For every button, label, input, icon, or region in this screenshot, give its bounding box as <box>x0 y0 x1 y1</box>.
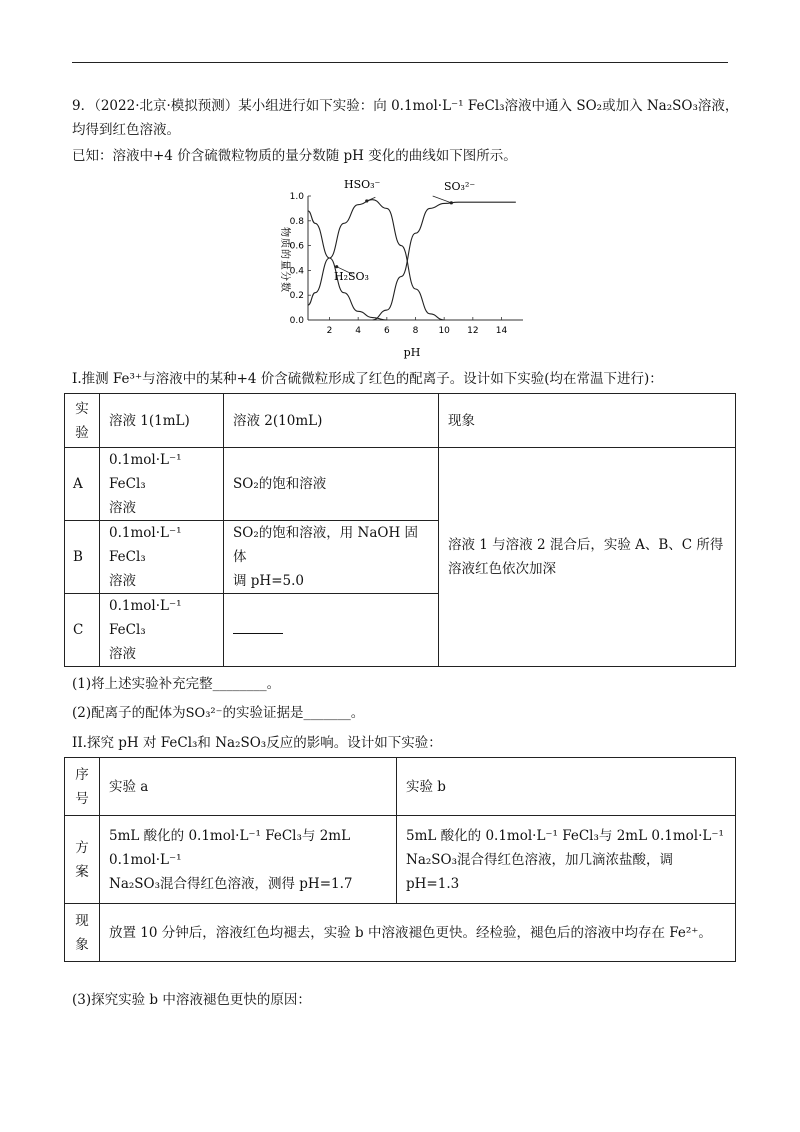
table-row <box>65 816 736 904</box>
cell-h2: 溶液 2(10mL) <box>224 394 439 448</box>
cell-solution1: 0.1mol·L⁻¹ FeCl₃ <box>109 525 182 565</box>
plan-b-line1: 5mL 酸化的 0.1mol·L⁻¹ FeCl₃与 2mL 0.1mol·L⁻¹ <box>406 827 724 844</box>
label-pointer <box>433 196 452 203</box>
cell-h3: 现象 <box>439 394 736 448</box>
experiment-table-2 <box>64 757 736 962</box>
question-line-2: 均得到红色溶液。 <box>72 122 180 138</box>
row-id: A <box>65 448 100 521</box>
question-2-pre: (2)配离子的配体为 <box>72 705 186 721</box>
row-id: B <box>65 521 100 594</box>
y-tick-label: 0.8 <box>289 216 304 227</box>
table2-header <box>65 758 736 816</box>
cell-solution1: 0.1mol·L⁻¹ FeCl₃ <box>109 598 182 638</box>
label-h2so3: H₂SO₃ <box>334 270 369 283</box>
cell-h0b: 号 <box>75 790 89 807</box>
question-1: (1)将上述实验补充完整________。 <box>72 676 281 692</box>
x-tick-label: 8 <box>412 326 419 336</box>
x-axis-label: pH <box>403 346 421 359</box>
cell-r1a: 方 <box>75 839 89 856</box>
y-tick-label: 0.0 <box>289 316 304 326</box>
speciation-chart <box>268 170 538 360</box>
label-hso3: HSO₃⁻ <box>344 178 381 191</box>
cell-solution1b: 溶液 <box>109 500 136 516</box>
pointer-head <box>450 201 453 204</box>
experiment-table-1 <box>64 393 736 667</box>
label-so3: SO₃²⁻ <box>444 180 476 193</box>
cell-blank <box>224 594 439 667</box>
cell-h1: 溶液 1(1mL) <box>100 394 224 448</box>
cell-solution1: 0.1mol·L⁻¹ FeCl₃ <box>109 452 182 492</box>
x-tick-label: 2 <box>326 326 333 336</box>
top-rule <box>72 62 728 63</box>
cell-solution2b: 调 pH=5.0 <box>233 573 304 589</box>
phenomenon: 放置 10 分钟后，溶液红色均褪去，实验 b 中溶液褪色更快。经检验，褪色后的溶液中均存在 Fe²⁺。 <box>100 904 736 962</box>
y-tick-label: 0.4 <box>289 266 304 277</box>
cell-solution2: SO₂的饱和溶液 <box>224 448 439 521</box>
row-id: C <box>65 594 100 667</box>
cell-h2: 实验 b <box>397 758 736 816</box>
phenomenon-line-1: 溶液 1 与溶液 2 混合后，实验 A、B、C 所得 <box>448 537 724 553</box>
question-2-post: 的实验证据是_______。 <box>222 705 365 721</box>
cell-solution1b: 溶液 <box>109 646 136 662</box>
cell-solution1b: 溶液 <box>109 573 136 589</box>
cell-r2b: 象 <box>75 936 89 953</box>
answer-blank <box>233 632 283 634</box>
cell-h0b: 验 <box>75 424 89 441</box>
cell-h1: 实验 a <box>100 758 397 816</box>
x-tick-label: 12 <box>467 326 479 336</box>
plan-a-line1: 5mL 酸化的 0.1mol·L⁻¹ FeCl₃与 2mL 0.1mol·L⁻¹ <box>109 827 351 868</box>
chart-curves <box>308 196 516 320</box>
y-axis-label: 物质的量分数 <box>279 227 290 293</box>
cell-solution2: SO₂的饱和溶液，用 NaOH 固体 <box>233 525 419 565</box>
y-tick-label: 0.6 <box>289 241 304 252</box>
cell-h0a: 实 <box>75 400 89 417</box>
x-tick-label: 10 <box>438 326 450 336</box>
question-3: (3)探究实验 b 中溶液褪色更快的原因： <box>72 992 311 1008</box>
table1-header <box>65 394 736 448</box>
question-2 <box>72 701 732 726</box>
x-tick-label: 14 <box>495 326 508 336</box>
table-row <box>65 448 736 521</box>
table-row <box>65 904 736 962</box>
cell-h0a: 序 <box>75 766 89 783</box>
curve-SO3^2- <box>373 202 516 320</box>
plan-b-line2: Na₂SO₃混合得红色溶液，加几滴浓盐酸，调 pH=1.3 <box>406 851 674 892</box>
x-tick-label: 4 <box>355 326 362 336</box>
cell-r2a: 现 <box>75 912 89 929</box>
part2-intro: II.探究 pH 对 FeCl₃和 Na₂SO₃反应的影响。设计如下实验： <box>72 735 442 751</box>
cell-r1b: 案 <box>75 863 89 880</box>
y-tick-label: 0.2 <box>289 291 304 302</box>
x-tick-label: 6 <box>383 326 390 336</box>
plan-a-line2: Na₂SO₃混合得红色溶液，测得 pH=1.7 <box>109 875 353 892</box>
question-line-1: 9．（2022·北京·模拟预测）某小组进行如下实验：向 0.1mol·L⁻¹ FeCl₃溶液中通入 SO₂或加入 Na₂SO₃溶液， <box>72 98 739 114</box>
curve-H2SO3 <box>308 211 387 320</box>
known-line: 已知：溶液中+4 价含硫微粒物质的量分数随 pH 变化的曲线如下图所示。 <box>72 148 517 164</box>
y-tick-label: 1.0 <box>289 192 304 202</box>
phenomenon-line-2: 溶液红色依次加深 <box>448 561 556 577</box>
pointer-head <box>335 265 338 268</box>
part1-intro: I.推测 Fe³⁺与溶液中的某种+4 价含硫微粒形成了红色的配离子。设计如下实验(均在常温下进行)： <box>72 371 663 387</box>
sulfite-ion: SO₃²⁻ <box>185 706 223 721</box>
pointer-head <box>365 199 368 202</box>
